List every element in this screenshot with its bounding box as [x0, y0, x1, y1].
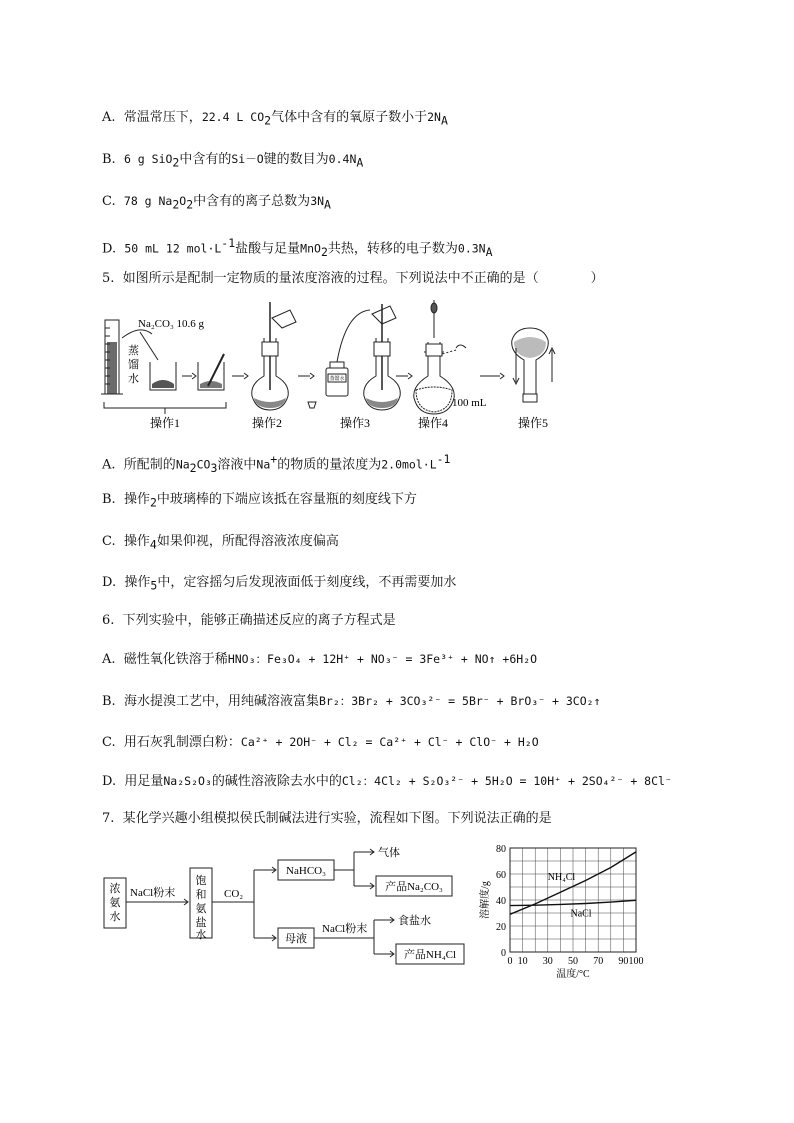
wash-bottle: [326, 310, 370, 396]
graduated-cylinder: [101, 320, 123, 394]
solubility-chart: [476, 838, 656, 978]
x-tick-label: 10: [517, 956, 528, 967]
prod2-label: 产品NH₄Cl: [403, 949, 457, 961]
beaker-2: [198, 354, 224, 390]
x-tick-label: 70: [593, 956, 604, 967]
q5-stem: 5. 如图所示是配制一定物质的量浓度溶液的过程。下列说法中不正确的是（ ）: [102, 271, 604, 286]
q5-option-d: D. 操作$_5$中，定容摇匀后发现液面低于刻度线，不再需要加水: [102, 575, 457, 593]
op5-label: 操作5: [518, 416, 549, 430]
water-label-3: 水: [128, 373, 139, 385]
q7-stem: 7. 某化学兴趣小组模拟侯氏制碱法进行实验，流程如下图。下列说法正确的是: [102, 811, 552, 826]
arrow-5-head: [500, 373, 504, 379]
pour-arrow-1: [122, 330, 152, 338]
op1-brace: [104, 402, 226, 414]
water-label-1: 蒸: [128, 345, 139, 357]
nahco3-label: NaHCO₃: [286, 865, 326, 877]
x-tick-label: 100: [628, 956, 644, 967]
inverted-flask: [512, 328, 555, 402]
series-label-nacl: NaCl: [570, 908, 592, 920]
ammonia-char-2: 氨: [109, 897, 121, 909]
water-label-2: 馏: [128, 359, 139, 371]
ammonia-char-1: 浓: [109, 883, 121, 895]
y-tick-label: 60: [496, 870, 506, 881]
volume-label: 100 mL: [452, 397, 487, 409]
q6-option-d: D. 用足量Na₂S₂O₃的碱性溶液除去水中的Cl₂：4Cl₂ + S₂O₃²⁻ + 5H₂O = 10H⁺ + 2SO₄²⁻ + 8Cl⁻: [102, 774, 672, 789]
x-tick-label: 0: [507, 956, 513, 967]
co2-label: CO₂: [224, 888, 244, 900]
q5-option-a: A. 所配制的$Na_2CO_3$溶液中Na+的物质的量浓度为$2.0mol\cdot L^{-1}$: [102, 452, 451, 475]
mother-label: 母液: [285, 933, 307, 945]
q6-stem: 6. 下列实验中，能够正确描述反应的离子方程式是: [102, 613, 396, 628]
op2-label: 操作2: [252, 416, 283, 430]
op3-label: 操作3: [340, 416, 371, 430]
salt-label: 食盐水: [398, 915, 431, 927]
stopper: [308, 402, 316, 408]
y-tick-label: 0: [501, 948, 506, 959]
brine-char-1: 饱: [195, 875, 207, 887]
x-tick-label: 50: [568, 956, 578, 967]
q4-option-d: D. 50 mL 12 $mol\cdot L^{-1}$盐酸与足量MnO$_2$共热，转移的电子数为$0.3N_A$: [102, 236, 493, 259]
gas-label: 气体: [378, 847, 400, 859]
q5-option-c: C. 操作$_4$如果仰视，所配得溶液浓度偏高: [102, 534, 339, 552]
y-tick-label: 40: [496, 896, 506, 907]
volumetric-flask-3: [364, 304, 401, 410]
bottle-label: 蒸馏水: [329, 377, 345, 382]
op1-label: 操作1: [150, 416, 181, 430]
series-label-nh4cl: NH₄Cl: [547, 872, 576, 884]
brine-char-4: 盐: [195, 917, 207, 929]
nacl-label-2: NaCl粉末: [322, 923, 368, 935]
brine-char-2: 和: [195, 889, 207, 901]
ammonia-char-3: 水: [109, 911, 121, 923]
q5-option-b: B. 操作$_2$中玻璃棒的下端应该抵在容量瓶的刻度线下方: [102, 492, 417, 510]
q4-option-b: B. 6 g SiO$_2$中含有的Si－O键的数目为$0.4N_A$: [102, 152, 364, 170]
q6-option-a: A. 磁性氧化铁溶于稀HNO₃：Fe₃O₄ + 12H⁺ + NO₃⁻ = 3Fe³⁺ + NO↑ +6H₂O: [102, 652, 538, 667]
y-tick-label: 80: [496, 844, 506, 855]
arrow-2-head: [244, 373, 248, 379]
x-tick-label: 90: [618, 956, 629, 967]
brine-char-5: 水: [195, 929, 207, 941]
op4-label: 操作4: [418, 416, 449, 430]
arrow-4-head: [408, 373, 412, 379]
x-tick-label: 30: [542, 956, 553, 967]
nacl-label-1: NaCl粉末: [130, 887, 176, 899]
volumetric-flask-2: [252, 302, 296, 410]
prod1-label: 产品Na₂CO₃: [385, 881, 443, 893]
q6-option-b: B. 海水提溴工艺中，用纯碱溶液富集Br₂：3Br₂ + 3CO₃²⁻ = 5Br⁻ + BrO₃⁻ + 3CO₂↑: [102, 694, 601, 709]
y-axis-label: 溶解度/g: [480, 881, 491, 919]
arrow-1-head: [192, 373, 196, 379]
reagent-label: Na₂CO₃ 10.6 g: [138, 318, 205, 330]
q7-flowchart: [100, 840, 470, 980]
arrow-3-head: [310, 373, 314, 379]
q5-figure: [100, 298, 560, 434]
q4-option-a: A. 常温常压下，22.4 L $CO_2$气体中含有的氧原子数小于$2N_A$: [102, 110, 448, 128]
y-tick-label: 20: [496, 922, 506, 933]
q4-option-c: C. 78 g $Na_2O_2$中含有的离子总数为$3N_A$: [102, 194, 331, 212]
q6-option-c: C. 用石灰乳制漂白粉：Ca²⁺ + 2OH⁻ + Cl₂ = Ca²⁺ + Cl⁻ + ClO⁻ + H₂O: [102, 735, 539, 750]
beaker-1: [150, 362, 176, 390]
x-axis-label: 温度/°C: [556, 969, 590, 978]
reagent-arrow: [140, 332, 158, 360]
brine-char-3: 氨: [195, 903, 207, 915]
